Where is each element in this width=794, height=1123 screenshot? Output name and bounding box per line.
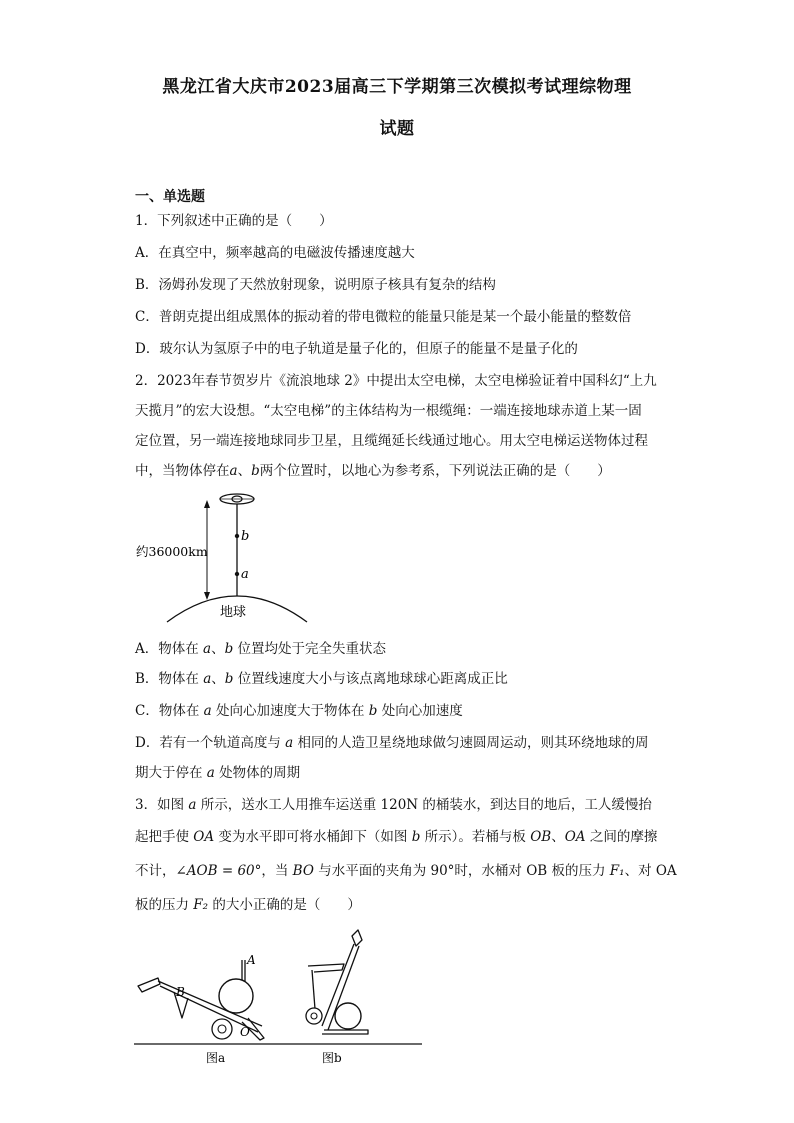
point-a-dot	[235, 572, 239, 576]
q3-stem-line-3: 不计，∠AOB = 60°，当 BO 与水平面的夹角为 90°时，水桶对 OB 板的压力 F₁、对 OA	[135, 863, 677, 879]
point-a-label: a	[241, 567, 249, 582]
q2-option-a: A．物体在 a、b 位置均处于完全失重状态	[135, 641, 387, 657]
earth-label: 地球	[220, 605, 247, 620]
label-A-a: A	[247, 953, 256, 967]
q2-stem-line-3: 定位置，另一端连接地球同步卫星，且缆绳延长线通过地心。用太空电梯运送物体过程	[135, 433, 648, 449]
arrow-head-up	[204, 500, 210, 508]
figure-b-caption: 图b	[322, 1051, 342, 1065]
q2-option-c: C．物体在 a 处向心加速度大于物体在 b 处向心加速度	[135, 703, 463, 719]
satellite-icon	[220, 494, 254, 504]
q2-stem-line-4: 中，当物体停在a、b两个位置时，以地心为参考系，下列说法正确的是（ ）	[135, 463, 611, 479]
water-bucket-b	[335, 1003, 361, 1029]
q2-option-d-line-2: 期大于停在 a 处物体的周期	[135, 765, 301, 781]
arrow-head-down	[204, 592, 210, 600]
q2-option-b: B．物体在 a、b 位置线速度大小与该点离地球球心距离成正比	[135, 671, 508, 687]
q1-option-d: D．玻尔认为氢原子中的电子轨道是量子化的，但原子的能量不是量子化的	[135, 341, 578, 357]
label-O-a: O	[240, 1025, 250, 1039]
q1-option-a: A．在真空中，频率越高的电磁波传播速度越大	[135, 245, 415, 261]
document-title-line-1: 黑龙江省大庆市2023届高三下学期第三次模拟考试理综物理	[162, 77, 632, 97]
section-heading: 一、单选题	[135, 189, 205, 205]
water-bucket-a	[219, 979, 253, 1013]
figure-a-caption: 图a	[206, 1051, 226, 1065]
label-B-a: B	[176, 985, 185, 999]
point-b-dot	[235, 534, 239, 538]
q1-option-b: B．汤姆孙发现了天然放射现象，说明原子核具有复杂的结构	[135, 277, 496, 293]
q3-stem-line-2: 起把手使 OA 变为水平即可将水桶卸下（如图 b 所示）。若桶与板 OB、OA 之间的摩擦	[135, 829, 658, 845]
point-b-label: b	[241, 529, 250, 544]
q2-option-d-line-1: D．若有一个轨道高度与 a 相同的人造卫星绕地球做匀速圆周运动，则其环绕地球的周	[135, 735, 649, 751]
hand-truck-figure	[130, 926, 430, 1066]
document-title-line-2: 试题	[379, 119, 415, 139]
space-elevator-figure	[130, 488, 370, 628]
height-label: 约36000km	[136, 544, 208, 559]
q1-stem: 1．下列叙述中正确的是（ ）	[135, 213, 333, 229]
q2-stem-line-1: 2．2023年春节贺岁片《流浪地球 2》中提出太空电梯，太空电梯验证着中国科幻“上九	[135, 373, 657, 389]
q3-stem-line-1: 3．如图 a 所示，送水工人用推车运送重 120N 的桶装水，到达目的地后，工人缓慢抬	[135, 797, 652, 813]
wheel-a	[212, 1019, 232, 1039]
q1-option-c: C．普朗克提出组成黑体的振动着的带电微粒的能量只能是某一个最小能量的整数倍	[135, 309, 632, 325]
q2-stem-line-2: 天揽月”的宏大设想。“太空电梯”的主体结构为一根缆绳：一端连接地球赤道上某一固	[135, 403, 642, 419]
q3-stem-line-4: 板的压力 F₂ 的大小正确的是（ ）	[135, 897, 361, 913]
wheel-b	[306, 1008, 322, 1024]
